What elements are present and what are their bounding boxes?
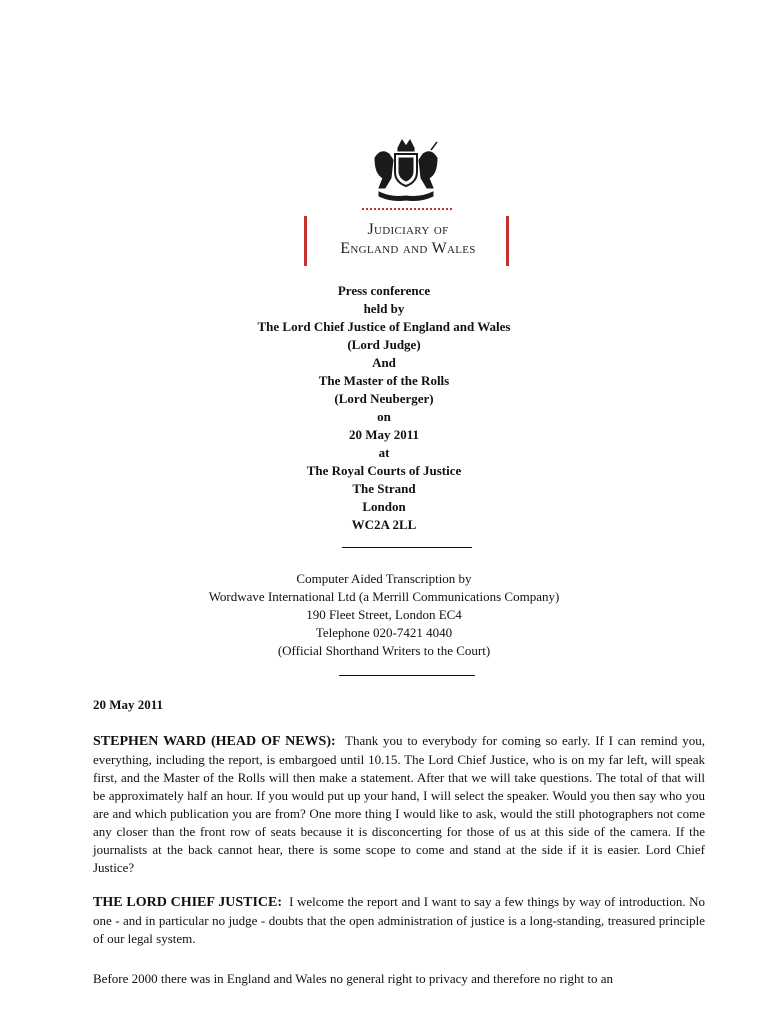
title-line: Press conference [337,283,431,298]
paragraph-text: Before 2000 there was in England and Wales no general right to privacy and therefore no right to an [93,971,613,986]
title-line: London [362,499,406,514]
title-line: WC2A 2LL [351,517,417,532]
title-line: And [372,355,396,370]
paragraph [93,970,705,988]
title-line: 20 May 2011 [348,427,420,442]
org-line-1: Judiciary of [367,221,449,238]
transcription-credit-block [0,570,768,660]
transcription-line: Wordwave International Ltd (a Merrill Communications Company) [208,589,560,604]
speaker-name: THE LORD CHIEF JUSTICE: [93,895,283,910]
title-line: (Lord Neuberger) [334,391,434,406]
speaker-name: STEPHEN WARD (HEAD OF NEWS): [93,734,336,749]
org-line-2: England and Wales [340,240,476,257]
title-line: held by [363,301,405,316]
decorative-dotted-line [362,208,452,214]
judiciary-logo-text [312,220,504,258]
transcription-line: Telephone 020-7421 4040 [315,625,453,640]
title-line: on [377,409,391,424]
paragraph [93,893,705,948]
title-line: The Master of the Rolls [318,373,450,388]
horizontal-rule [342,547,472,548]
title-line: The Lord Chief Justice of England and Wales [257,319,511,334]
title-line: (Lord Judge) [347,337,421,352]
title-line: The Strand [352,481,416,496]
royal-coat-of-arms-icon [371,138,441,202]
red-divider-left [304,216,307,266]
transcription-line: 190 Fleet Street, London EC4 [306,607,462,622]
red-divider-right [506,216,509,266]
horizontal-rule [339,675,475,676]
title-line: The Royal Courts of Justice [306,463,462,478]
transcription-line: (Official Shorthand Writers to the Court) [277,643,491,658]
paragraph-text: I welcome the report and I want to say a few things by way of introduction. No one - and in particular no judge - doubts that the open administration of justice is a long-standing, treasured principle of our legal system. [93,894,706,946]
press-conference-title-block [0,282,768,534]
date-heading: 20 May 2011 [93,697,164,712]
paragraph-text: Thank you to everybody for coming so early. If I can remind you, everything, including the report, is embargoed until 10.15. The Lord Chief Justice, who is on my far left, will speak first, and the Master of the Rolls will then make a statement. After that we will take questions. The total of that will be approximately half an hour. If you would put up your hand, I will select the speaker. Would you then say who you are and which publication you are from? One more thing I would like to ask, would the still photographers not come any closer than the front row of seats because it is disconcerting for those of us at this side of the camera. If the journalists at the back cannot hear, there is some scope to come and stand at the side if it is easier. Lord Chief Justice? [93,733,706,875]
title-line: at [378,445,390,460]
paragraph [93,732,705,877]
transcription-line: Computer Aided Transcription by [296,571,472,586]
